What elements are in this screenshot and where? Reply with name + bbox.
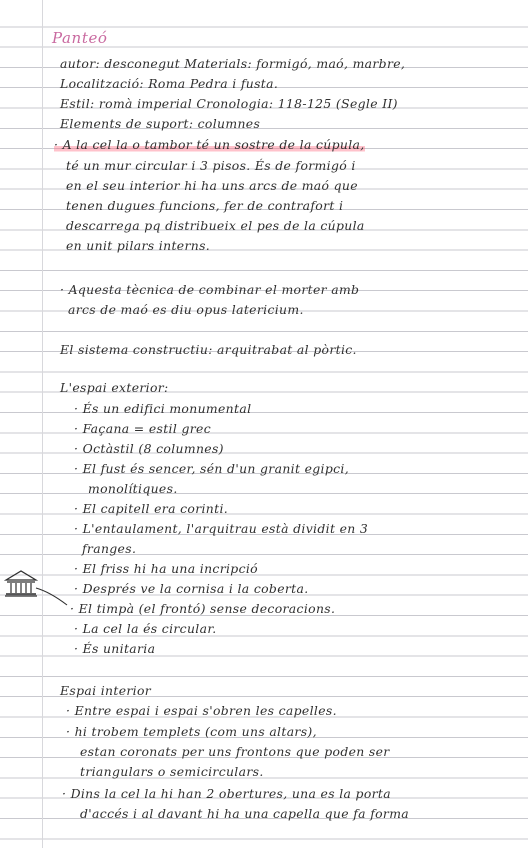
note-line: en unit pilars interns. [66,238,211,253]
list-item: · Façana = estil grec [74,421,211,436]
page-title: Panteó [52,29,108,47]
note-line: tenen dugues funcions, fer de contrafort i [66,198,344,213]
list-item: · El capitell era corinti. [74,501,229,516]
section-heading: Espai interior [60,683,152,698]
list-item: · Entre espai i espai s'obren les capelles. [66,703,337,718]
list-item: · L'entaulament, l'arquitrau està dividit en 3 [74,521,369,536]
temple-sketch-icon [4,568,38,598]
list-item: estan coronats per uns frontons que poden ser [80,744,390,759]
list-item: · És unitaria [74,641,156,656]
note-line: descarrega pq distribueix el pes de la cúpula [66,218,365,233]
note-line: en el seu interior hi ha uns arcs de maó que [66,178,358,193]
list-item: franges. [82,541,137,556]
list-item: · El timpà (el frontó) sense decoracions. [70,601,336,616]
list-item: monolítiques. [88,481,178,496]
list-item: · El friss hi ha una incripció [74,561,258,576]
margin-line [42,0,43,848]
note-line: Estil: romà imperial Cronologia: 118-125 (Segle II) [60,96,398,111]
list-item: · És un edifici monumental [74,401,252,416]
note-line: arcs de maó es diu opus latericium. [68,302,304,317]
list-item: · hi trobem templets (com uns altars), [66,724,317,739]
note-line: · A la cel la o tambor té un sostre de la cúpula, [54,137,365,152]
note-line: Elements de suport: columnes [60,116,261,131]
list-item: · Octàstil (8 columnes) [74,441,224,456]
list-item: triangulars o semicirculars. [80,764,264,779]
list-item: · La cel la és circular. [74,621,217,636]
list-item: · El fust és sencer, sén d'un granit egipci, [74,461,350,476]
list-item: · Dins la cel la hi han 2 obertures, una es la porta [62,786,391,801]
note-line: Localització: Roma Pedra i fusta. [60,76,279,91]
note-line: autor: desconegut Materials: formigó, maó, marbre, [60,56,406,71]
list-item: d'accés i al davant hi ha una capella que fa forma [80,806,410,821]
arrow-icon [34,586,70,608]
note-line: té un mur circular i 3 pisos. És de formigó i [66,158,356,173]
section-heading: L'espai exterior: [60,380,169,395]
note-line: · Aquesta tècnica de combinar el morter amb [60,282,360,297]
note-line: El sistema constructiu: arquitrabat al pòrtic. [60,342,357,357]
list-item: · Després ve la cornisa i la coberta. [74,581,309,596]
